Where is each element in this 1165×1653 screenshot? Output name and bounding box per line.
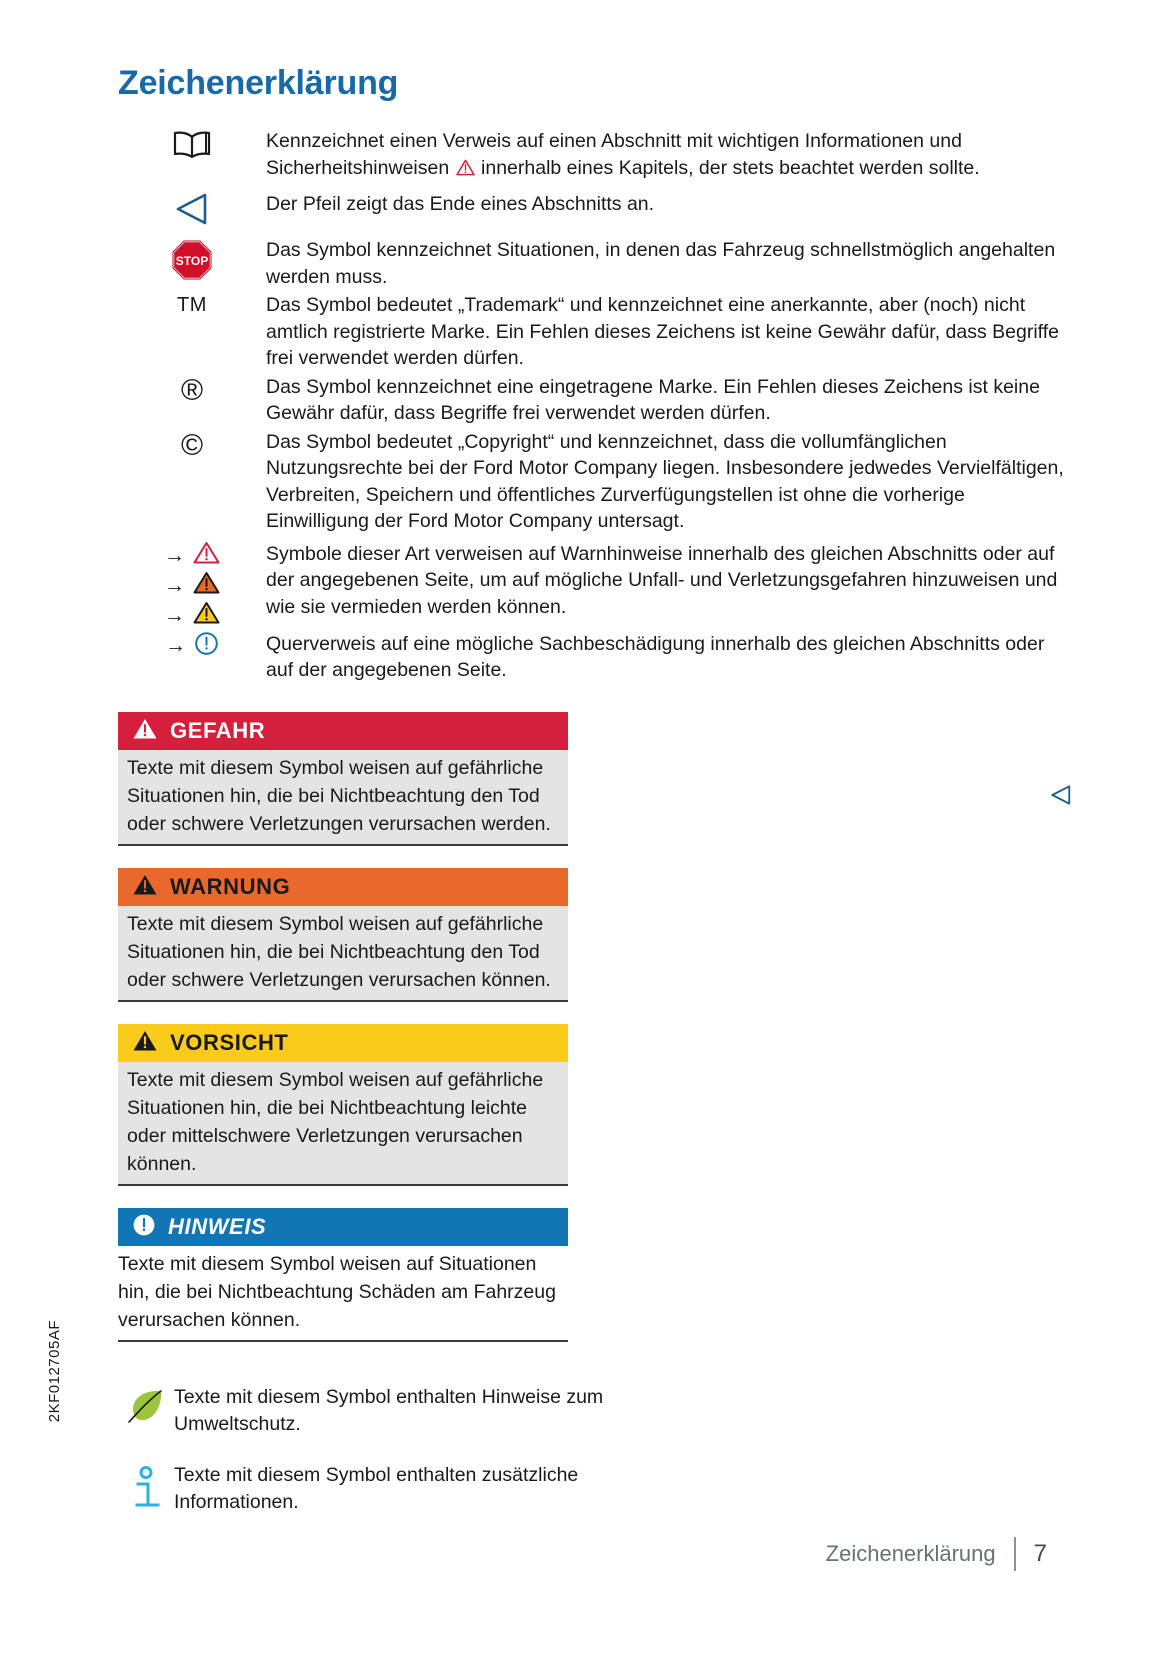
legend-text-book-before: Kennzeichnet einen Verweis auf einen Abschnitt mit wichtigen Informationen und Sicherheitshinweisen <box>266 130 962 179</box>
registered-icon <box>118 374 266 406</box>
alert-gefahr-bar <box>118 712 568 750</box>
alert-gefahr <box>118 712 568 846</box>
stop-sign-icon <box>118 237 266 281</box>
information-icon <box>118 1462 174 1511</box>
arrow-right-glyph: → <box>164 604 185 627</box>
alert-vorsicht-bar <box>118 1024 568 1062</box>
legend-text-warning-arrows: Symbole dieser Art verweisen auf Warnhinweise innerhalb des gleichen Abschnitts oder auf der angegebenen Seite, um auf mögliche Unfall- und Verletzungsgefahren hinzuweisen und wie sie vermieden werden können. <box>266 542 1058 618</box>
arrow-caution-triangle-icon <box>193 601 220 630</box>
warning-triangle-icon <box>132 717 158 746</box>
legend-row-warning-arrows <box>118 541 1068 631</box>
alert-vorsicht <box>118 1024 568 1186</box>
alert-warnung-body: Texte mit diesem Symbol weisen auf gefährliche Situationen hin, die bei Nichtbeachtung den Tod oder schwere Verletzungen verursachen können. <box>118 906 568 1002</box>
alert-hinweis-bar <box>118 1208 568 1246</box>
page-footer <box>826 1537 1047 1571</box>
svg-text:STOP: STOP <box>175 254 209 268</box>
arrow-warning-triangle-icon <box>193 571 220 600</box>
trademark-label: TM <box>177 294 207 316</box>
alert-hinweis-label: HINWEIS <box>168 1214 267 1239</box>
legend-text-arrow-end: Der Pfeil zeigt das Ende eines Abschnitts an. <box>266 193 655 215</box>
arrow-right-glyph: → <box>164 544 185 567</box>
legend-row <box>118 292 1068 372</box>
arrow-danger-triangle-icon <box>193 541 220 570</box>
copyright-label: © <box>180 428 204 462</box>
arrow-caution-row <box>118 601 266 631</box>
leaf-icon <box>118 1384 174 1427</box>
alert-vorsicht-body: Texte mit diesem Symbol weisen auf gefährliche Situationen hin, die bei Nichtbeachtung leichte oder mittelschwere Verletzungen verursachen können. <box>118 1062 568 1186</box>
trademark-icon <box>118 292 266 317</box>
footer-chapter-name: Zeichenerklärung <box>825 1541 996 1566</box>
alert-gefahr-label: GEFAHR <box>170 718 266 743</box>
note-row-information <box>118 1462 638 1516</box>
warning-triangle-icon <box>132 873 158 902</box>
footer-divider <box>1014 1537 1016 1571</box>
note-row-environment <box>118 1384 638 1438</box>
page-title: Zeichenerklärung <box>118 64 399 102</box>
alert-hinweis <box>118 1208 568 1342</box>
legend-text-stop: Das Symbol kennzeichnet Situationen, in denen das Fahrzeug schnellstmöglich angehalten werden muss. <box>266 239 1056 288</box>
arrow-right-glyph: → <box>164 574 185 597</box>
arrow-notice-circle-icon <box>194 631 219 661</box>
note-text-information: Texte mit diesem Symbol enthalten zusätzliche Informationen. <box>174 1464 579 1513</box>
warning-triangle-icon <box>132 1029 158 1058</box>
document-side-code: 2KF012705AF <box>46 1320 63 1423</box>
arrow-notice-row <box>118 631 266 661</box>
additional-notes <box>118 1384 638 1540</box>
arrow-right-glyph: → <box>165 634 186 657</box>
alert-hinweis-body: Texte mit diesem Symbol weisen auf Situationen hin, die bei Nichtbeachtung Schäden am Fahrzeug verursachen können. <box>118 1246 568 1342</box>
registered-label: ® <box>180 373 204 407</box>
legend-text-notice-arrow: Querverweis auf eine mögliche Sachbeschädigung innerhalb des gleichen Abschnitts oder auf der angegebenen Seite. <box>266 632 1045 681</box>
legend-row <box>118 237 1068 290</box>
open-book-icon <box>118 128 266 160</box>
arrow-warning-row <box>118 571 266 601</box>
alert-warnung-bar <box>118 868 568 906</box>
legend-text-book-after: innerhalb eines Kapitels, der stets beachtet werden sollte. <box>475 156 980 179</box>
alert-vorsicht-label: VORSICHT <box>170 1030 289 1055</box>
alert-warnung <box>118 868 568 1002</box>
alert-warnung-label: WARNUNG <box>170 874 291 899</box>
legend-text-copyright: Das Symbol bedeutet „Copyright“ und kennzeichnet, dass die vollumfänglichen Nutzungsrechte bei der Ford Motor Company liegen. Insbesondere jedwedes Vervielfältigen, Verbreiten, Speichern und öffentliches Zurverfügungstellen ist ohne die vorherige Einwilligung der Ford Motor Company untersagt. <box>266 430 1064 532</box>
notice-circle-icon <box>132 1213 156 1242</box>
inline-warning-triangle-icon <box>456 157 475 184</box>
legend-text-registered: Das Symbol kennzeichnet eine eingetragene Marke. Ein Fehlen dieses Zeichens ist keine Gewähr dafür, dass Begriffe frei verwendet werden dürfen. <box>266 375 1040 424</box>
legend-text-trademark: Das Symbol bedeutet „Trademark“ und kennzeichnet eine anerkannte, aber (noch) nicht amtlich registrierte Marke. Ein Fehlen dieses Zeichens ist keine Gewähr dafür, dass Begriffe frei verwendet werden dürfen. <box>266 294 1060 369</box>
legend-row <box>118 191 1068 225</box>
alert-gefahr-body: Texte mit diesem Symbol weisen auf gefährliche Situationen hin, die bei Nichtbeachtung den Tod oder schwere Verletzungen verursachen werden. <box>118 750 568 846</box>
legend-text-book <box>266 128 1068 183</box>
legend-row <box>118 374 1068 427</box>
footer-page-number: 7 <box>1033 1540 1047 1567</box>
symbol-legend <box>118 128 1068 684</box>
legend-row-notice-arrow <box>118 631 1068 684</box>
left-triangle-icon <box>118 191 266 225</box>
legend-row <box>118 429 1068 535</box>
margin-end-of-section-arrow-icon <box>1050 784 1072 811</box>
note-text-environment: Texte mit diesem Symbol enthalten Hinweise zum Umweltschutz. <box>174 1386 604 1435</box>
alert-boxes <box>118 712 568 1364</box>
legend-row <box>118 128 1068 183</box>
arrow-danger-row <box>118 541 266 571</box>
copyright-icon <box>118 429 266 461</box>
